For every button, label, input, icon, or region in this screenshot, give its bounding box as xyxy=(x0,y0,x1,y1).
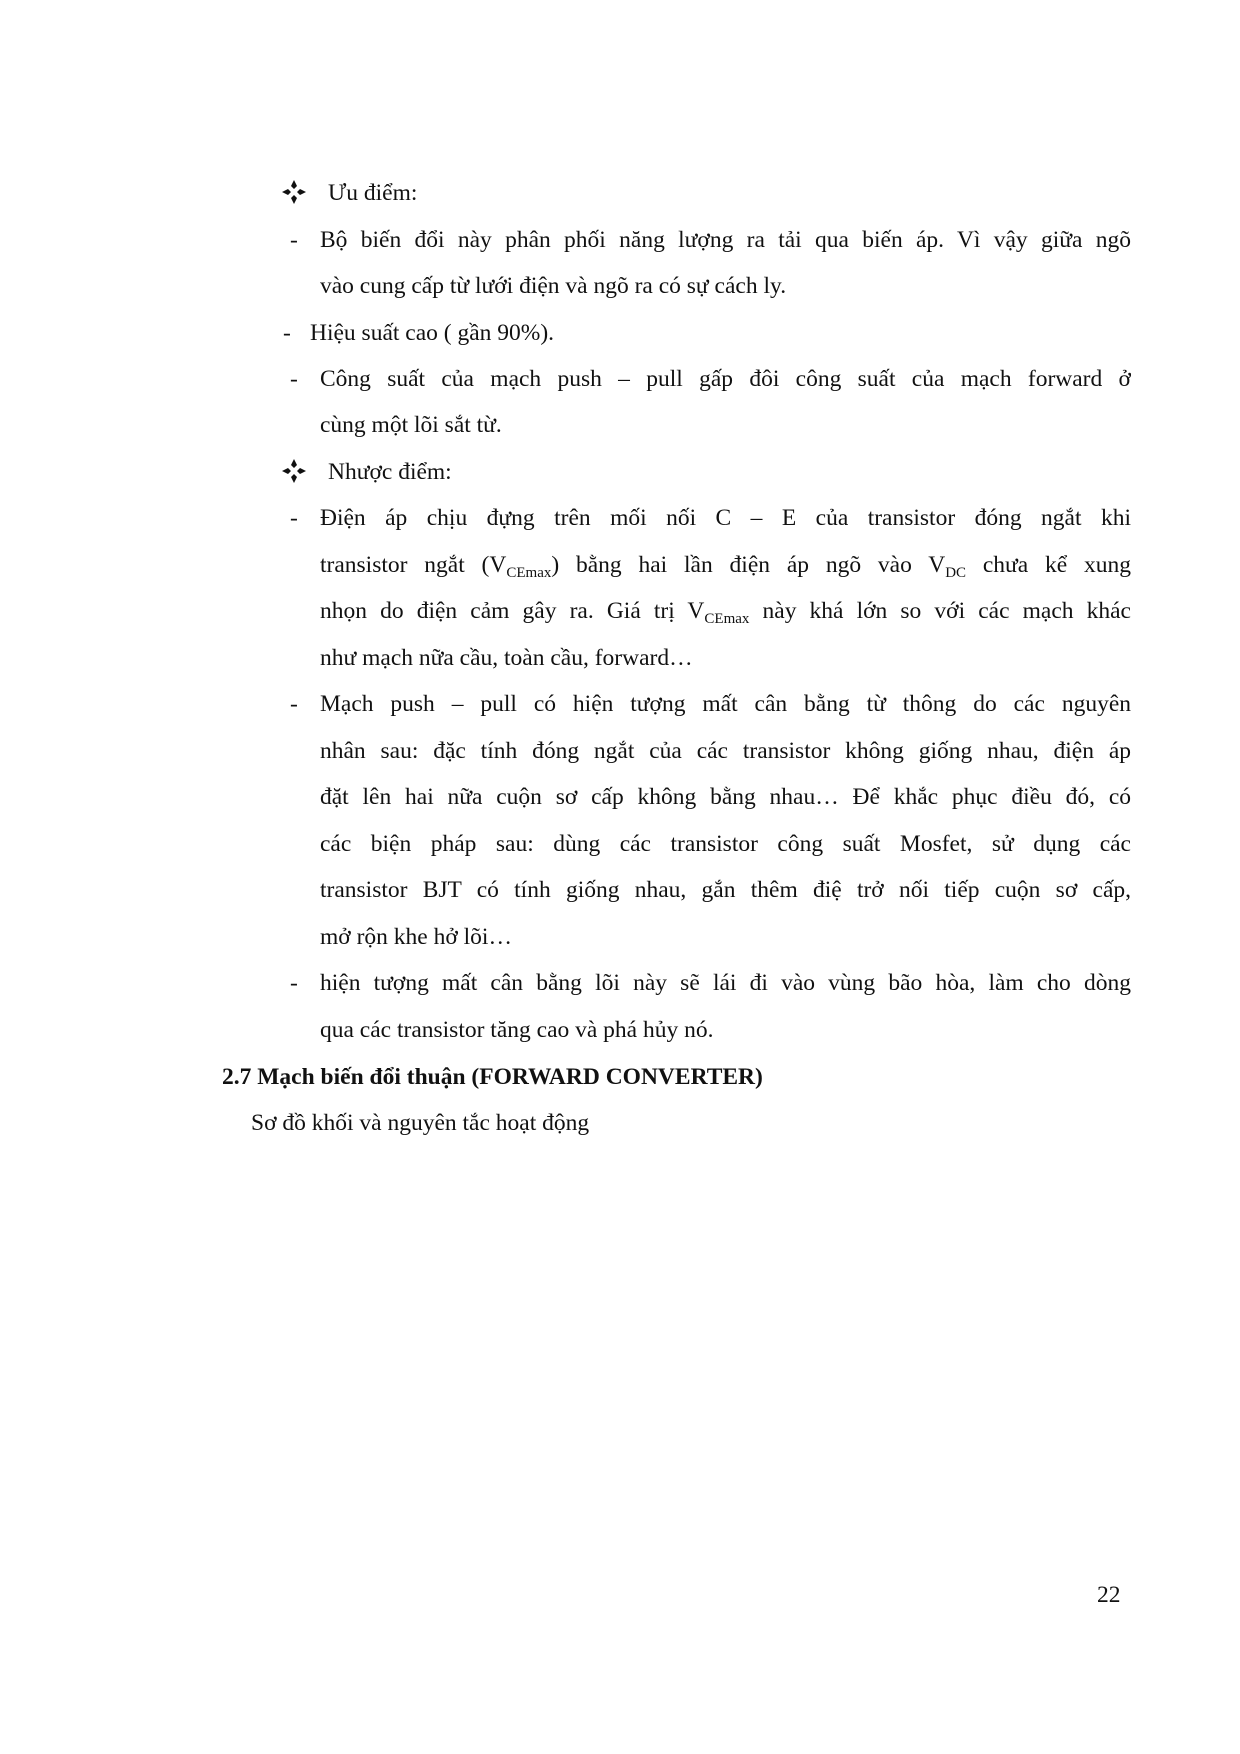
list-dash: - xyxy=(290,227,298,253)
list-item-line: Điện áp chịu đựng trên mối nối C – E của transistor đóng ngắt khi xyxy=(320,505,1131,531)
list-dash: - xyxy=(290,970,298,996)
list-dash: - xyxy=(290,366,298,392)
list-item-line: mở rộn khe hở lõi… xyxy=(320,924,512,950)
list-item-line: vào cung cấp từ lưới điện và ngõ ra có sự cách ly. xyxy=(320,273,787,299)
list-dash: - xyxy=(290,691,298,717)
list-item-line: Hiệu suất cao ( gần 90%). xyxy=(310,320,555,346)
list-item-line: nhọn do điện cảm gây ra. Giá trị $V_{CEmax}$ này khá lớn so với các mạch khác xyxy=(320,598,1131,626)
section-subtitle: Sơ đồ khối và nguyên tắc hoạt động xyxy=(251,1110,590,1136)
list-item-line: nhân sau: đặc tính đóng ngắt của các transistor không giống nhau, điện áp xyxy=(320,738,1131,764)
section-heading: 2.7 Mạch biến đổi thuận (FORWARD CONVERTER) xyxy=(222,1064,763,1090)
list-dash: - xyxy=(290,505,298,531)
list-item-line: hiện tượng mất cân bằng lõi này sẽ lái đi vào vùng bão hòa, làm cho dòng xyxy=(320,970,1131,996)
list-item-line: cùng một lõi sắt từ. xyxy=(320,412,502,438)
subscript-ce-max: CEmax xyxy=(506,565,552,580)
diamond-bullet-icon xyxy=(282,459,306,483)
list-item-line: Công suất của mạch push – pull gấp đôi công suất của mạch forward ở xyxy=(320,366,1131,392)
list-item-line: Bộ biến đổi này phân phối năng lượng ra tải qua biến áp. Vì vậy giữa ngõ xyxy=(320,227,1131,253)
disadvantages-title: Nhược điểm: xyxy=(328,459,452,485)
list-item-line: qua các transistor tăng cao và phá hủy nó. xyxy=(320,1017,714,1043)
list-dash: - xyxy=(283,320,291,346)
diamond-bullet-icon xyxy=(282,180,306,204)
subscript-ce-max: CEmax xyxy=(704,611,750,626)
page-number: 22 xyxy=(1097,1582,1121,1608)
advantages-title: Ưu điểm: xyxy=(328,180,418,206)
subscript-dc: DC xyxy=(945,565,967,580)
list-item-line: các biện pháp sau: dùng các transistor công suất Mosfet, sử dụng các xyxy=(320,831,1131,857)
list-item-line: Mạch push – pull có hiện tượng mất cân bằng từ thông do các nguyên xyxy=(320,691,1131,717)
list-item-line: transistor BJT có tính giống nhau, gắn thêm điệ trở nối tiếp cuộn sơ cấp, xyxy=(320,877,1131,903)
list-item-line: như mạch nữa cầu, toàn cầu, forward… xyxy=(320,645,693,671)
list-item-line: transistor ngắt $(V_{CEmax})$ bằng hai lần điện áp ngõ vào $V_{DC}$ chưa kể xung xyxy=(320,552,1131,580)
list-item-line: đặt lên hai nữa cuộn sơ cấp không bằng nhau… Để khắc phục điều đó, có xyxy=(320,784,1131,810)
